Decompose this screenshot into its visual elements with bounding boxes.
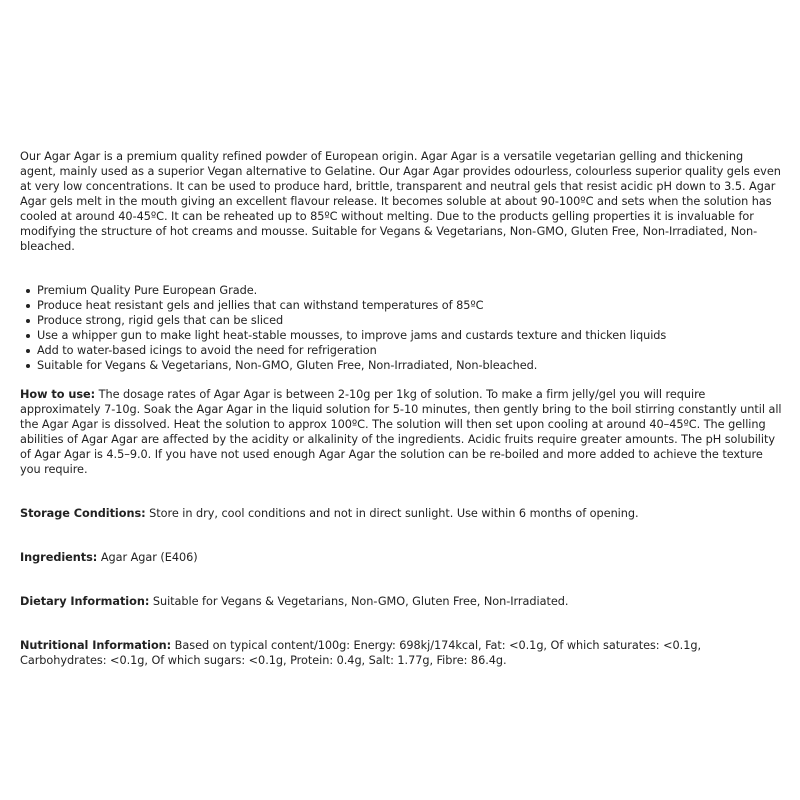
feature-item: Premium Quality Pure European Grade. bbox=[37, 283, 782, 298]
ingredients-section bbox=[20, 550, 782, 565]
product-description bbox=[20, 149, 782, 697]
dietary-section bbox=[20, 594, 782, 609]
nutrition-label: Nutritional Information: bbox=[20, 639, 172, 652]
how-to-use-label: How to use: bbox=[20, 388, 96, 401]
feature-item: Suitable for Vegans & Vegetarians, Non-GMO, Gluten Free, Non-Irradiated, Non-bleached. bbox=[37, 358, 782, 373]
feature-item: Add to water-based icings to avoid the need for refrigeration bbox=[37, 343, 782, 358]
intro-paragraph: Our Agar Agar is a premium quality refined powder of European origin. Agar Agar is a versatile vegetarian gelling and thickening agent, mainly used as a superior Vegan alternative to Gelatine. Our Agar Agar provides odourless, colourless superior quality gels even at very low concentrations. It can be used to produce hard, brittle, transparent and neutral gels that resist acidic pH down to 3.5. Agar Agar gels melt in the mouth giving an excellent flavour release. It becomes soluble at about 90-100ºC and sets when the solution has cooled at around 40-45ºC. It can be reheated up to 85ºC without melting. Due to the products gelling properties it is invaluable for modifying the structure of hot creams and mousse. Suitable for Vegans & Vegetarians, Non-GMO, Gluten Free, Non-Irradiated, Non-bleached. bbox=[20, 150, 781, 253]
storage-text: Store in dry, cool conditions and not in direct sunlight. Use within 6 months of opening. bbox=[145, 507, 639, 520]
how-to-use-text: The dosage rates of Agar Agar is between 2-10g per 1kg of solution. To make a firm jelly/gel you will require approximately 7-10g. Soak the Agar Agar in the liquid solution for 5-10 minutes, then gently bring to the boil stirring constantly until all the Agar Agar is dissolved. Heat the solution to approx 100ºC. The solution will then set upon cooling at around 40–45ºC. The gelling abilities of Agar Agar are affected by the acidity or alkalinity of the ingredients. Acidic fruits require greater amounts. The pH solubility of Agar Agar is 4.5–9.0. If you have not used enough Agar Agar the solution can be re-boiled and more added to achieve the texture you require. bbox=[20, 388, 782, 476]
feature-item: Use a whipper gun to make light heat-stable mousses, to improve jams and custards texture and thicken liquids bbox=[37, 328, 782, 343]
feature-list bbox=[20, 283, 782, 373]
storage-section bbox=[20, 506, 782, 521]
feature-item: Produce strong, rigid gels that can be sliced bbox=[37, 313, 782, 328]
how-to-use-section bbox=[20, 387, 782, 477]
feature-item: Produce heat resistant gels and jellies that can withstand temperatures of 85ºC bbox=[37, 298, 782, 313]
ingredients-label: Ingredients: bbox=[20, 551, 98, 564]
dietary-text: Suitable for Vegans & Vegetarians, Non-GMO, Gluten Free, Non-Irradiated. bbox=[149, 595, 569, 608]
dietary-label: Dietary Information: bbox=[20, 595, 150, 608]
ingredients-text: Agar Agar (E406) bbox=[97, 551, 198, 564]
storage-label: Storage Conditions: bbox=[20, 507, 146, 520]
nutrition-text: Based on typical content/100g: Energy: 698kj/174kcal, Fat: <0.1g, Of which saturates: <0.1g, Carbohydrates: <0.1g, Of which sugars: <0.1g, Protein: 0.4g, Salt: 1.77g, Fibre: 86.4g. bbox=[20, 639, 701, 667]
nutrition-section bbox=[20, 638, 782, 668]
